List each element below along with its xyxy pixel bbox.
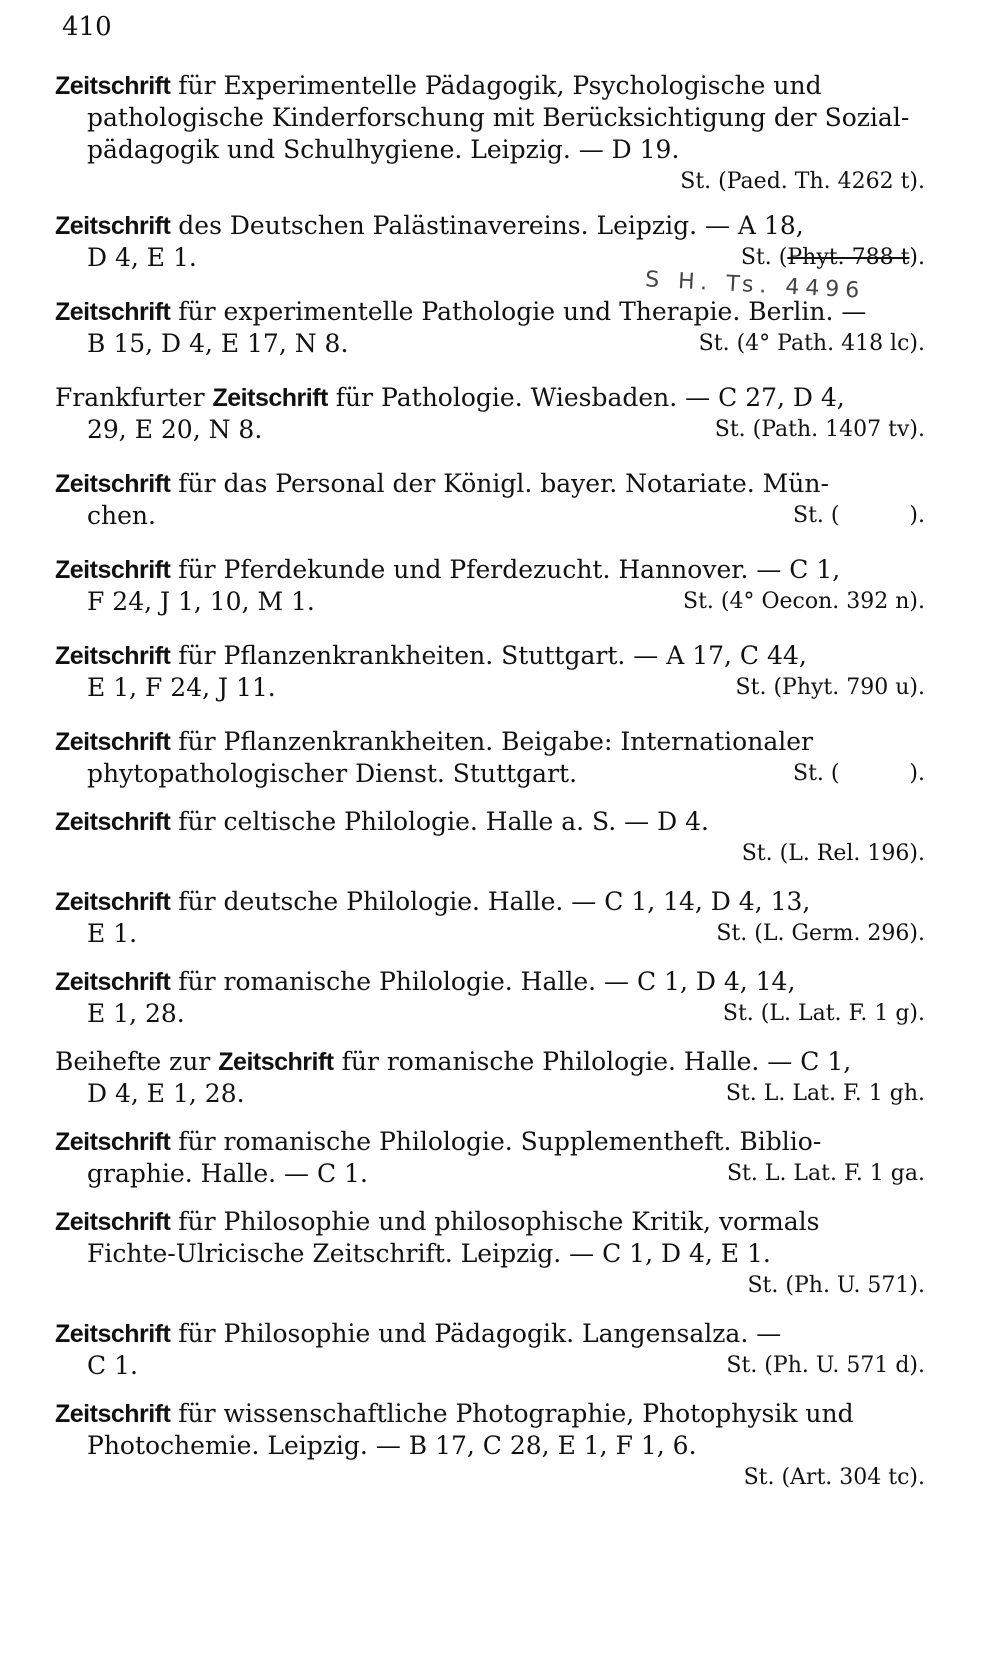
entry-text: für deutsche Philologie. Halle. — C 1, 14, D 4, 13,: [170, 887, 811, 916]
entry-line: [55, 838, 935, 870]
entry-text: für celtische Philologie. Halle a. S. — D 4.: [170, 807, 709, 836]
entry-line: [55, 966, 935, 998]
entry-keyword: Zeitschrift: [55, 728, 171, 756]
entry-keyword: Zeitschrift: [218, 1048, 334, 1076]
entry-text: B 15, D 4, E 17, N 8.: [87, 329, 349, 358]
entry-line: [55, 806, 935, 838]
shelf-mark: St. L. Lat. F. 1 ga.: [726, 1161, 925, 1186]
entry-prefix: Frankfurter: [55, 383, 213, 412]
catalog-entry: [55, 296, 935, 360]
entry-line: [55, 468, 935, 500]
entry-text: chen.: [87, 501, 156, 530]
entry-text: für romanische Philologie. Supplementheft. Biblio-: [170, 1127, 822, 1156]
entry-text: für romanische Philologie. Halle. — C 1,: [333, 1047, 852, 1076]
entry-text: für experimentelle Pathologie und Therapie. Berlin. —: [170, 297, 867, 326]
entry-text: D 4, E 1.: [87, 243, 197, 272]
entry-text: C 1.: [87, 1351, 138, 1380]
entry-keyword: Zeitschrift: [55, 808, 171, 836]
catalog-entry: [55, 1126, 935, 1190]
entry-keyword: Zeitschrift: [55, 1208, 171, 1236]
entry-text: F 24, J 1, 10, M 1.: [87, 587, 315, 616]
entry-text: für Philosophie und philosophische Kritik, vormals: [170, 1207, 820, 1236]
entry-line: [55, 726, 935, 758]
entry-keyword: Zeitschrift: [55, 298, 171, 326]
entry-line: [55, 1350, 935, 1382]
catalog-entry: [55, 806, 935, 870]
entry-line: [55, 1238, 935, 1270]
page-number: 410: [62, 12, 112, 42]
handwritten-annotation: S H. Ts. 4496: [644, 267, 866, 304]
entry-line: [55, 640, 935, 672]
entry-text: für das Personal der Königl. bayer. Notariate. Mün-: [170, 469, 829, 498]
entry-keyword: Zeitschrift: [55, 470, 171, 498]
catalog-entry: [55, 468, 935, 532]
shelf-mark: St. (4° Oecon. 392 n).: [683, 589, 925, 614]
catalog-entry: [55, 1318, 935, 1382]
catalog-entry: [55, 70, 935, 198]
shelf-mark: St. (Ph. U. 571).: [747, 1273, 925, 1298]
entry-line: [55, 382, 935, 414]
entry-prefix: Beihefte zur: [55, 1047, 219, 1076]
entry-keyword: Zeitschrift: [212, 384, 328, 412]
entry-line: [55, 1078, 935, 1110]
entry-keyword: Zeitschrift: [55, 1320, 171, 1348]
entry-line: [55, 998, 935, 1030]
shelf-mark: St. (L. Lat. F. 1 g).: [722, 1001, 925, 1026]
entry-text: pathologische Kinderforschung mit Berücksichtigung der Sozial-: [87, 103, 910, 132]
shelf-mark: St. ( ).: [793, 503, 925, 528]
catalog-entry: [55, 886, 935, 950]
shelf-mark: [741, 242, 925, 274]
shelf-mark: St. (L. Rel. 196).: [741, 841, 925, 866]
shelf-mark: St. (L. Germ. 296).: [716, 921, 925, 946]
catalog-entry: [55, 1206, 935, 1302]
entry-line: [55, 296, 935, 328]
entry-text: für romanische Philologie. Halle. — C 1, D 4, 14,: [170, 967, 796, 996]
entry-keyword: Zeitschrift: [55, 642, 171, 670]
entry-text: für Philosophie und Pädagogik. Langensalza. —: [170, 1319, 782, 1348]
entry-text: für Experimentelle Pädagogik, Psychologische und: [170, 71, 822, 100]
entry-keyword: Zeitschrift: [55, 556, 171, 584]
entry-line: [55, 242, 935, 274]
entry-line: [55, 672, 935, 704]
entry-text: für wissenschaftliche Photographie, Photophysik und: [170, 1399, 854, 1428]
entry-text: D 4, E 1, 28.: [87, 1079, 245, 1108]
entry-text: des Deutschen Palästinavereins. Leipzig. — A 18,: [170, 211, 804, 240]
catalog-entry: [55, 382, 935, 446]
entry-line: [55, 758, 935, 790]
catalog-entry: [55, 1046, 935, 1110]
entry-text: für Pflanzenkrankheiten. Beigabe: Internationaler: [170, 727, 813, 756]
shelf-prefix: St. (: [740, 245, 788, 270]
entry-line: [55, 1430, 935, 1462]
entry-line: [55, 1462, 935, 1494]
shelf-mark: St. L. Lat. F. 1 gh.: [725, 1081, 925, 1106]
entry-line: [55, 414, 935, 446]
entry-text: E 1, F 24, J 11.: [87, 673, 276, 702]
shelf-suffix: ).: [909, 245, 925, 270]
entry-text: pädagogik und Schulhygiene. Leipzig. — D 19.: [87, 135, 680, 164]
catalog-entry: [55, 1398, 935, 1494]
struck-shelf-mark: Phyt. 788 t: [787, 245, 910, 270]
entry-keyword: Zeitschrift: [55, 1128, 171, 1156]
entry-keyword: Zeitschrift: [55, 72, 171, 100]
entry-line: [55, 586, 935, 618]
entry-line: [55, 1270, 935, 1302]
entry-line: [55, 1126, 935, 1158]
catalog-entry: [55, 966, 935, 1030]
entry-text: Photochemie. Leipzig. — B 17, C 28, E 1, F 1, 6.: [87, 1431, 697, 1460]
entry-line: [55, 1046, 935, 1078]
shelf-mark: St. (4° Path. 418 lc).: [698, 331, 925, 356]
entry-text: für Pferdekunde und Pferdezucht. Hannover. — C 1,: [170, 555, 841, 584]
entry-text: E 1.: [87, 919, 138, 948]
entry-text: 29, E 20, N 8.: [87, 415, 263, 444]
entry-line: [55, 554, 935, 586]
entry-line: [55, 166, 935, 198]
entry-text: für Pflanzenkrankheiten. Stuttgart. — A 17, C 44,: [170, 641, 807, 670]
entry-text: E 1, 28.: [87, 999, 185, 1028]
catalog-entry: [55, 640, 935, 704]
entry-keyword: Zeitschrift: [55, 212, 171, 240]
catalog-entry: [55, 210, 935, 304]
entry-line: [55, 210, 935, 242]
entry-line: [55, 70, 935, 102]
entry-line: [55, 134, 935, 166]
catalog-entry: [55, 554, 935, 618]
shelf-mark: St. (Phyt. 790 u).: [735, 675, 925, 700]
entry-keyword: Zeitschrift: [55, 968, 171, 996]
catalog-entry: [55, 726, 935, 790]
entry-line: [55, 328, 935, 360]
shelf-mark: St. (Art. 304 tc).: [743, 1465, 925, 1490]
entry-line: [55, 918, 935, 950]
entry-line: [55, 1158, 935, 1190]
entry-line: [55, 1398, 935, 1430]
entry-keyword: Zeitschrift: [55, 1400, 171, 1428]
shelf-mark: St. (Ph. U. 571 d).: [726, 1353, 925, 1378]
entry-text: graphie. Halle. — C 1.: [87, 1159, 368, 1188]
entry-text: Fichte-Ulricische Zeitschrift. Leipzig. — C 1, D 4, E 1.: [87, 1239, 771, 1268]
entry-line: [55, 102, 935, 134]
entry-text: für Pathologie. Wiesbaden. — C 27, D 4,: [327, 383, 845, 412]
entry-text: phytopathologischer Dienst. Stuttgart.: [87, 759, 578, 788]
entry-line: [55, 1206, 935, 1238]
shelf-mark: St. (Path. 1407 tv).: [714, 417, 925, 442]
entry-line: [55, 886, 935, 918]
shelf-mark: St. (Paed. Th. 4262 t).: [680, 169, 925, 194]
entry-line: [55, 1318, 935, 1350]
shelf-mark: St. ( ).: [793, 761, 925, 786]
entry-keyword: Zeitschrift: [55, 888, 171, 916]
entry-line: [55, 500, 935, 532]
